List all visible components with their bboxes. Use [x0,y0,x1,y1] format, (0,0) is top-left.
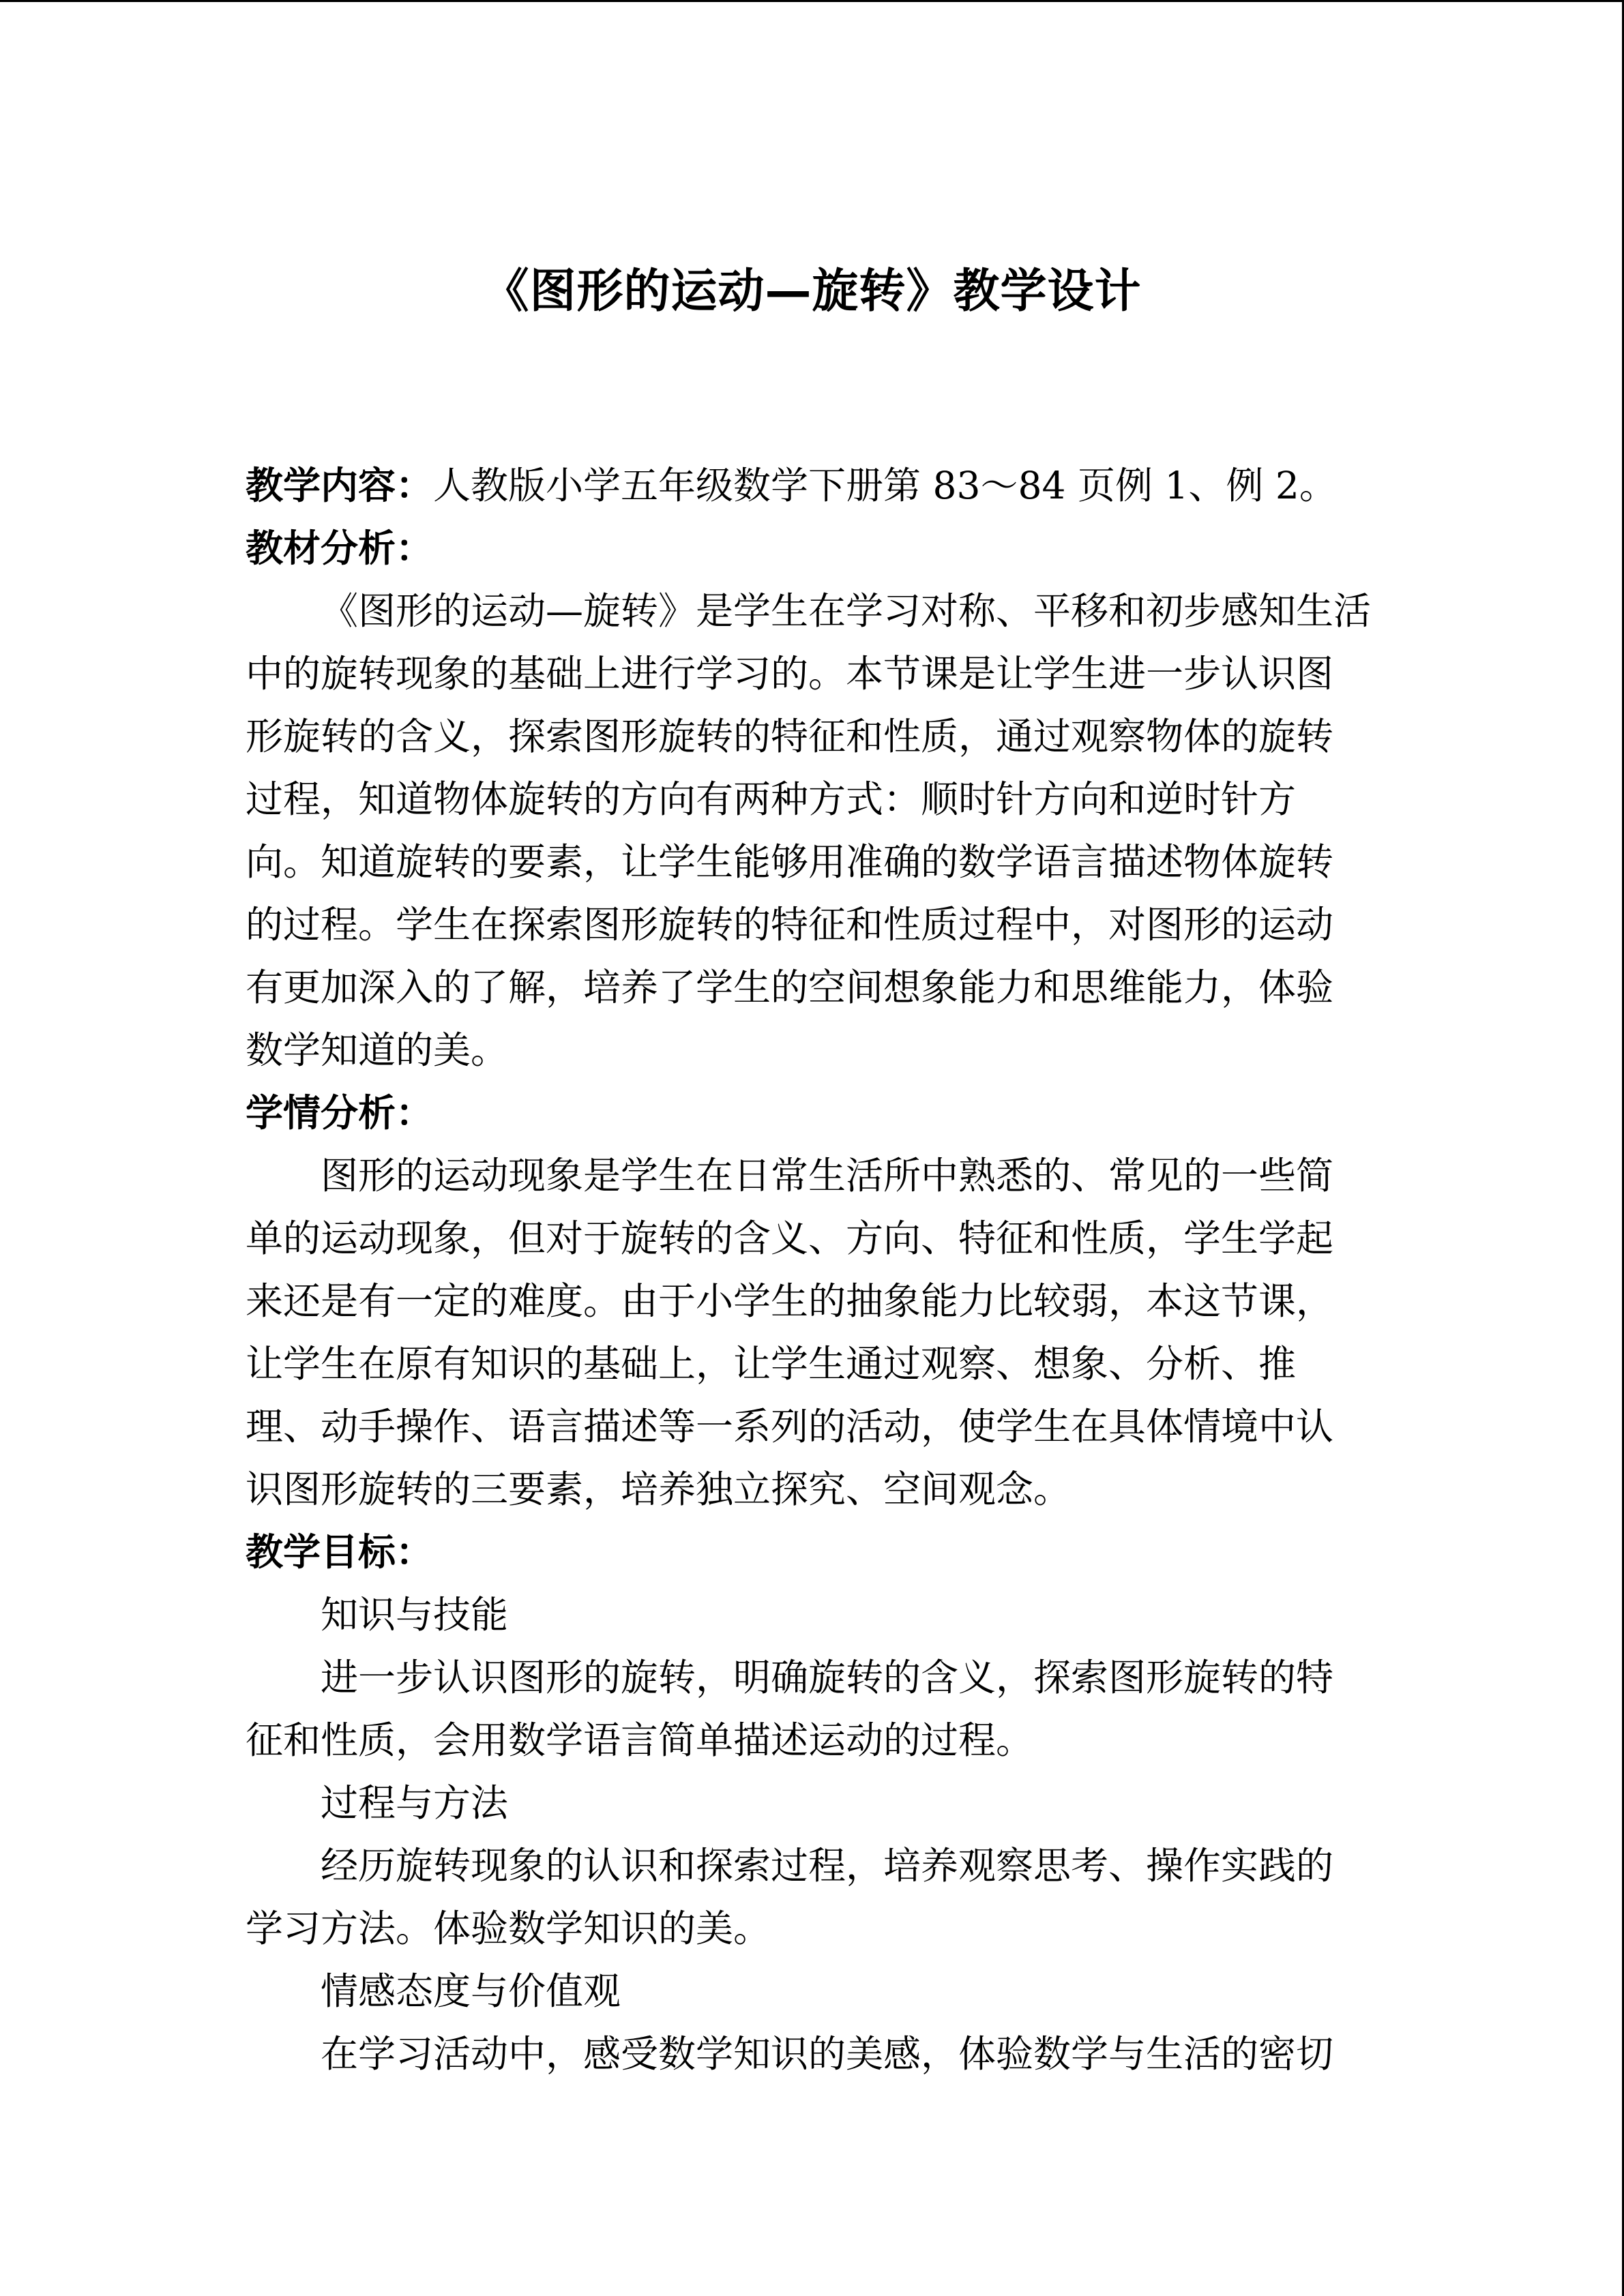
subheading-process-methods: 过程与方法 [321,1781,509,1825]
teaching-content-label: 教学内容： [246,464,434,507]
paragraph-line: 有更加深入的了解，培养了学生的空间想象能力和思维能力，体验 [246,966,1334,1009]
paragraph-line: 学习方法。体验数学知识的美。 [246,1907,771,1950]
paragraph-line: 经历旋转现象的认识和探索过程，培养观察思考、操作实践的 [321,1844,1334,1888]
paragraph-line: 征和性质，会用数学语言简单描述运动的过程。 [246,1718,1034,1762]
document-body [246,454,1378,2085]
paragraph-line: 《图形的运动—旋转》是学生在学习对称、平移和初步感知生活 [321,589,1372,633]
paragraph-line: 识图形旋转的三要素，培养独立探究、空间观念。 [246,1467,1072,1511]
paragraph-line: 在学习活动中，感受数学知识的美感，体验数学与生活的密切 [321,2032,1334,2076]
teaching-content-text: 人教版小学五年级数学下册第 83～84 页例 1、例 2。 [433,464,1337,507]
paragraph-line: 向。知道旋转的要素，让学生能够用准确的数学语言描述物体旋转 [246,840,1334,884]
teaching-goals-heading: 教学目标： [246,1530,434,1574]
paragraph-line: 进一步认识图形的旋转，明确旋转的含义，探索图形旋转的特 [321,1656,1334,1699]
document-title: 《图形的运动—旋转》教学设计 [482,265,1142,318]
paragraph-line: 形旋转的含义，探索图形旋转的特征和性质，通过观察物体的旋转 [246,715,1334,758]
teaching-content-line [246,454,1378,517]
textbook-analysis-heading: 教材分析： [246,526,434,570]
subheading-emotion-values: 情感态度与价值观 [321,1969,621,2013]
paragraph-line: 过程，知道物体旋转的方向有两种方式：顺时针方向和逆时针方 [246,777,1297,821]
subheading-knowledge-skills: 知识与技能 [321,1593,509,1637]
paragraph-line: 中的旋转现象的基础上进行学习的。本节课是让学生进一步认识图 [246,652,1334,696]
paragraph-line: 数学知道的美。 [246,1028,509,1072]
paragraph-line: 的过程。学生在探索图形旋转的特征和性质过程中，对图形的运动 [246,903,1334,946]
paragraph-line: 让学生在原有知识的基础上，让学生通过观察、想象、分析、推 [246,1342,1297,1386]
paragraph-line: 图形的运动现象是学生在日常生活所中熟悉的、常见的一些简 [321,1154,1334,1197]
paragraph-line: 来还是有一定的难度。由于小学生的抽象能力比较弱，本这节课， [246,1279,1334,1323]
paragraph-line: 单的运动现象，但对于旋转的含义、方向、特征和性质，学生学起 [246,1217,1334,1260]
student-analysis-heading: 学情分析： [246,1091,434,1135]
paragraph-line: 理、动手操作、语言描述等一系列的活动，使学生在具体情境中认 [246,1405,1334,1448]
page-top-border [0,0,1624,2]
